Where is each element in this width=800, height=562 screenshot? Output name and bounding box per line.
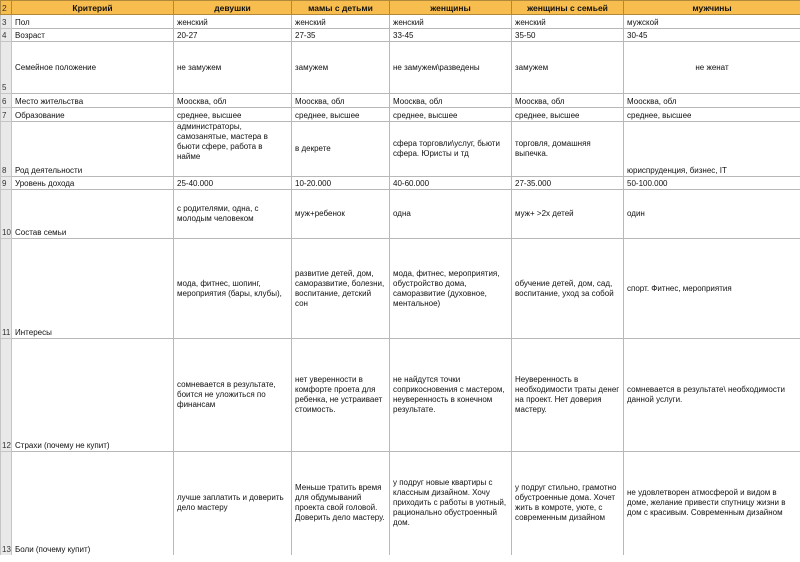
row-number[interactable]: 7 — [1, 108, 12, 122]
column-header-women[interactable]: женщины — [390, 1, 512, 15]
column-header-girls[interactable]: девушки — [174, 1, 292, 15]
table-cell[interactable]: не женат — [624, 42, 800, 94]
row-label[interactable]: Возраст — [12, 29, 174, 42]
table-cell[interactable]: не замужем\разведены — [390, 42, 512, 94]
table-cell[interactable]: мужской — [624, 15, 800, 29]
table-cell[interactable]: лучше заплатить и доверить дело мастеру — [174, 452, 292, 555]
table-cell[interactable]: среднее, высшее — [174, 108, 292, 122]
table-row — [1, 122, 800, 177]
row-label[interactable]: Страхи (почему не купит) — [12, 339, 174, 452]
table-cell[interactable]: мода, фитнес, мероприятия, обустройство дома, саморазвитие (духовное, ментальное) — [390, 239, 512, 339]
row-label[interactable]: Место жительства — [12, 94, 174, 108]
row-label[interactable]: Интересы — [12, 239, 174, 339]
table-row — [1, 108, 800, 122]
table-row — [1, 190, 800, 239]
table-cell[interactable]: сфера торговли\услуг, бьюти сфера. Юристы и тд — [390, 122, 512, 177]
row-number[interactable]: 9 — [1, 177, 12, 190]
table-cell[interactable]: 27-35.000 — [512, 177, 624, 190]
table-cell[interactable]: 33-45 — [390, 29, 512, 42]
table-cell[interactable]: Моосква, обл — [512, 94, 624, 108]
table-cell[interactable]: 50-100.000 — [624, 177, 800, 190]
table-row — [1, 94, 800, 108]
table-cell[interactable]: в декрете — [292, 122, 390, 177]
table-cell[interactable]: 10-20.000 — [292, 177, 390, 190]
table-cell[interactable]: нет уверенности в комфорте проета для ребенка, не устраивает стоимость. — [292, 339, 390, 452]
row-number[interactable]: 13 — [1, 452, 12, 555]
table-cell[interactable]: замужем — [292, 42, 390, 94]
table-cell[interactable]: Меньше тратить время для обдумываний проекта свой головой. Доверить дело мастеру. — [292, 452, 390, 555]
row-number[interactable]: 3 — [1, 15, 12, 29]
table-cell[interactable]: женский — [390, 15, 512, 29]
table-cell[interactable]: обучение детей, дом, сад, воспитание, уход за собой — [512, 239, 624, 339]
column-header-moms[interactable]: мамы с детьми — [292, 1, 390, 15]
row-number[interactable]: 11 — [1, 239, 12, 339]
table-cell[interactable]: среднее, высшее — [292, 108, 390, 122]
table-cell[interactable]: 35-50 — [512, 29, 624, 42]
table-cell[interactable]: не найдутся точки соприкосновения с мастером, неуверенность в конечном результате. — [390, 339, 512, 452]
row-number[interactable]: 6 — [1, 94, 12, 108]
row-label[interactable]: Состав семьи — [12, 190, 174, 239]
row-number[interactable]: 5 — [1, 42, 12, 94]
column-header-women-family[interactable]: женщины с семьей — [512, 1, 624, 15]
table-cell[interactable]: у подруг новые квартиры с классным дизайном. Хочу приходить с работы в уютный, рационально обустроенный дом. — [390, 452, 512, 555]
table-cell[interactable]: торговля, домашняя выпечка. — [512, 122, 624, 177]
row-label[interactable]: Боли (почему купит) — [12, 452, 174, 555]
row-label[interactable]: Образование — [12, 108, 174, 122]
table-cell[interactable]: муж+ребенок — [292, 190, 390, 239]
table-cell[interactable]: Моосква, обл — [174, 94, 292, 108]
row-label[interactable]: Уровень дохода — [12, 177, 174, 190]
table-cell[interactable]: женский — [512, 15, 624, 29]
header-row — [1, 1, 800, 15]
table-cell[interactable]: Неуверенность в необходимости траты денег на проект. Нет доверия мастеру. — [512, 339, 624, 452]
table-row — [1, 42, 800, 94]
table-cell[interactable]: развитие детей, дом, саморазвитие, болезни, воспитание, детский сон — [292, 239, 390, 339]
table-row — [1, 239, 800, 339]
table-cell[interactable]: среднее, высшее — [512, 108, 624, 122]
table-cell[interactable]: Моосква, обл — [292, 94, 390, 108]
table-cell[interactable]: Моосква, обл — [390, 94, 512, 108]
row-number[interactable]: 4 — [1, 29, 12, 42]
table-row — [1, 339, 800, 452]
column-header-criterion[interactable]: Критерий — [12, 1, 174, 15]
table-cell[interactable]: среднее, высшее — [624, 108, 800, 122]
table-cell[interactable]: 27-35 — [292, 29, 390, 42]
table-row — [1, 177, 800, 190]
table-cell[interactable]: администраторы, самозанятые, мастера в бьюти сфере, работа в найме — [174, 122, 292, 177]
table-cell[interactable]: одна — [390, 190, 512, 239]
table-cell[interactable]: мода, фитнес, шопинг, мероприятия (бары, клубы), — [174, 239, 292, 339]
table-cell[interactable]: не замужем — [174, 42, 292, 94]
row-number[interactable]: 12 — [1, 339, 12, 452]
table-cell[interactable]: не удовлетворен атмосферой и видом в доме, желание привести спутницу жизни в дом с красивым. Современным дизайном — [624, 452, 800, 555]
table-cell[interactable]: сомневается в результате\ необходимости данной услуги. — [624, 339, 800, 452]
table-row — [1, 29, 800, 42]
row-number[interactable]: 10 — [1, 190, 12, 239]
row-label[interactable]: Семейное положение — [12, 42, 174, 94]
column-header-men[interactable]: мужчины — [624, 1, 800, 15]
table-cell[interactable]: муж+ >2х детей — [512, 190, 624, 239]
table-cell[interactable]: 25-40.000 — [174, 177, 292, 190]
table-row — [1, 452, 800, 555]
table-cell[interactable]: спорт. Фитнес, мероприятия — [624, 239, 800, 339]
table-cell[interactable]: 40-60.000 — [390, 177, 512, 190]
table-cell[interactable]: женский — [174, 15, 292, 29]
table-cell[interactable]: женский — [292, 15, 390, 29]
table-cell[interactable]: 30-45 — [624, 29, 800, 42]
table-cell[interactable]: замужем — [512, 42, 624, 94]
table-cell[interactable]: Моосква, обл — [624, 94, 800, 108]
table-cell[interactable]: 20-27 — [174, 29, 292, 42]
table-cell[interactable]: юриспруденция, бизнес, IT — [624, 122, 800, 177]
table-row — [1, 15, 800, 29]
row-number[interactable]: 8 — [1, 122, 12, 177]
table-cell[interactable]: сомневается в результате, боится не уложиться по финансам — [174, 339, 292, 452]
table-cell[interactable]: у подруг стильно, грамотно обустроенные дома. Хочет жить в комроте, уюте, с современным дизайном — [512, 452, 624, 555]
row-label[interactable]: Пол — [12, 15, 174, 29]
table-cell[interactable]: среднее, высшее — [390, 108, 512, 122]
row-number[interactable]: 2 — [1, 1, 12, 15]
table-cell[interactable]: один — [624, 190, 800, 239]
row-label[interactable]: Род деятельности — [12, 122, 174, 177]
table-cell[interactable]: с родителями, одна, с молодым человеком — [174, 190, 292, 239]
